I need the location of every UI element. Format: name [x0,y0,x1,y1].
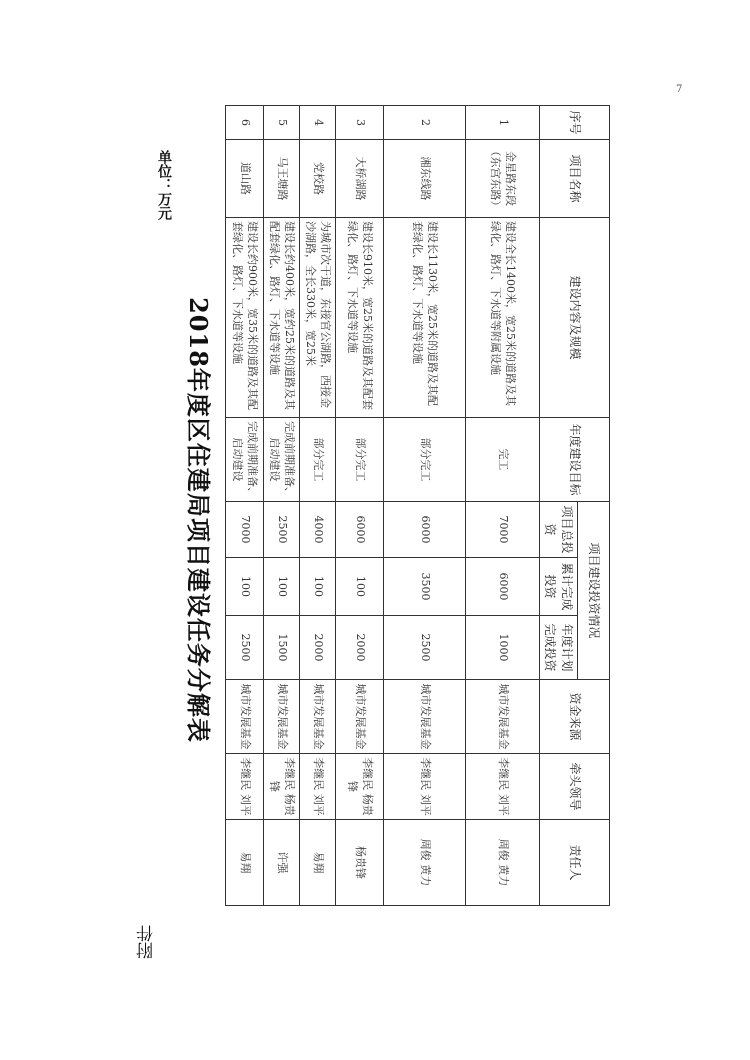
cell-name: 金星路东段（东宫东路） [466,140,540,218]
cell-annual-goal: 完成前期准备、启动建设 [226,418,264,502]
header-content: 建设内容及规模 [540,218,610,418]
cell-fund-source: 城市发展基金 [336,680,384,754]
cell-responsible: 易翔 [226,820,264,906]
cell-completed-investment: 100 [264,558,300,616]
rotated-sheet [184,105,610,935]
cell-seq: 1 [466,106,540,140]
cell-seq: 3 [336,106,384,140]
header-investment-group: 项目建设投资情况 [578,502,610,680]
table-row [300,106,336,906]
cell-name: 道山路 [226,140,264,218]
cell-annual-goal: 部分完工 [384,418,466,502]
cell-lead-leader: 李继民 刘平 [384,754,466,820]
cell-total-investment: 4000 [300,502,336,558]
cell-annual-plan: 2000 [300,616,336,680]
header-lead-leader: 牵头领导 [540,754,610,820]
cell-annual-goal: 完工 [466,418,540,502]
cell-lead-leader: 李继民 杨贵锋 [336,754,384,820]
cell-name: 党校路 [300,140,336,218]
header-fund-source: 资金来源 [540,680,610,754]
cell-fund-source: 城市发展基金 [264,680,300,754]
cell-total-investment: 7000 [466,502,540,558]
table-row [384,106,466,906]
cell-lead-leader: 李继民 刘平 [466,754,540,820]
cell-annual-goal: 完成前期准备、启动建设 [264,418,300,502]
cell-completed-investment: 100 [300,558,336,616]
header-annual-goal: 年度建设目标 [540,418,610,502]
cell-annual-plan: 2500 [384,616,466,680]
task-table-grid [225,105,610,906]
table-body [226,106,540,906]
unit-label: 单位：万元 [156,150,172,220]
header-responsible: 责任人 [540,820,610,906]
cell-content: 建设长约900米，宽35米的道路及其配套绿化、路灯、下水道等设施 [226,218,264,418]
cell-total-investment: 2500 [264,502,300,558]
cell-total-investment: 6000 [336,502,384,558]
cell-annual-plan: 2500 [226,616,264,680]
cell-seq: 6 [226,106,264,140]
cell-annual-plan: 2000 [336,616,384,680]
header-seq: 序号 [540,106,610,140]
cell-completed-investment: 100 [226,558,264,616]
header-name: 项目名称 [540,140,610,218]
cell-responsible: 许强 [264,820,300,906]
cell-seq: 5 [264,106,300,140]
cell-annual-goal: 部分完工 [336,418,384,502]
cell-content: 建设全长1400米，宽25米的道路及其绿化、路灯、下水道等附属设施 [466,218,540,418]
cell-name: 大桥湖路 [336,140,384,218]
header-completed-investment: 累计完成投资 [540,558,578,616]
header-total-investment: 项目总投资 [540,502,578,558]
cell-responsible: 易翔 [300,820,336,906]
cell-total-investment: 7000 [226,502,264,558]
attachment-label: 附件 [137,925,157,959]
cell-fund-source: 城市发展基金 [384,680,466,754]
cell-name: 湘东线路 [384,140,466,218]
cell-content: 建设长1130米，宽25米的道路及其配套绿化、路灯、下水道等设施 [384,218,466,418]
cell-annual-goal: 部分完工 [300,418,336,502]
table-row [466,106,540,906]
table-row [226,106,264,906]
header-annual-plan: 年度计划完成投资 [540,616,578,680]
cell-fund-source: 城市发展基金 [226,680,264,754]
cell-annual-plan: 1500 [264,616,300,680]
table-row [336,106,384,906]
cell-content: 为城市次干道，东接官公湖路，西接金沙湖路，全长330米，宽25米 [300,218,336,418]
page-title: 2018年度区住建局项目建设任务分解表 [184,297,213,743]
cell-seq: 4 [300,106,336,140]
task-table [225,105,610,906]
page-number: 7 [676,84,683,95]
cell-total-investment: 6000 [384,502,466,558]
cell-responsible: 杨贵锋 [336,820,384,906]
cell-fund-source: 城市发展基金 [466,680,540,754]
cell-responsible: 周俊 黄力 [466,820,540,906]
cell-completed-investment: 100 [336,558,384,616]
cell-lead-leader: 李继民 刘平 [226,754,264,820]
cell-lead-leader: 李继民 刘平 [300,754,336,820]
cell-annual-plan: 1000 [466,616,540,680]
cell-fund-source: 城市发展基金 [300,680,336,754]
cell-completed-investment: 6000 [466,558,540,616]
cell-seq: 2 [384,106,466,140]
cell-lead-leader: 李继民 杨贵锋 [264,754,300,820]
cell-completed-investment: 3500 [384,558,466,616]
cell-name: 马王塘路 [264,140,300,218]
table-row [264,106,300,906]
cell-responsible: 周俊 黄力 [384,820,466,906]
cell-content: 建设长910米，宽25米的道路及其配套绿化、路灯、下水道等设施 [336,218,384,418]
cell-content: 建设长约400米，宽约25米的道路及其配套绿化、路灯、下水道等设施 [264,218,300,418]
